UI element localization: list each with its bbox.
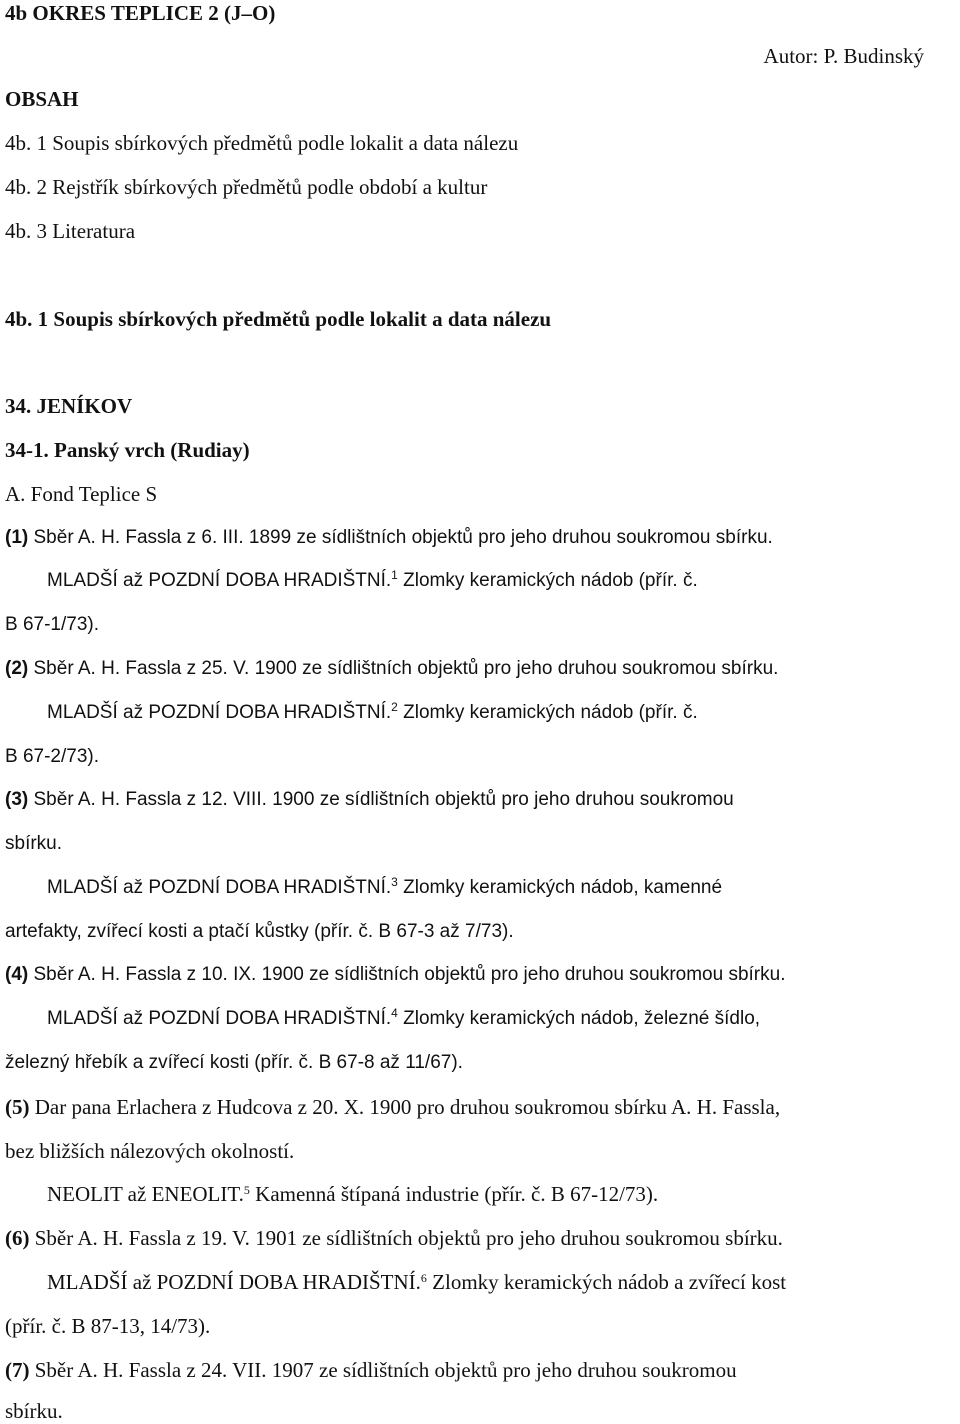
entry-5-period-line xyxy=(47,1181,658,1207)
footnote-ref: 4 xyxy=(391,1006,398,1020)
toc-item-3: 4b. 3 Literatura xyxy=(5,219,136,243)
entry-text: Sběr A. H. Fassla z 25. V. 1900 ze sídlištních objektů pro jeho druhou soukromou sbírku. xyxy=(28,658,779,679)
entry-description: Zlomky keramických nádob, kamenné xyxy=(397,877,723,898)
entry-2-header xyxy=(5,656,778,682)
entry-4-period-line xyxy=(47,1006,760,1032)
entry-description: Zlomky keramických nádob, železné šídlo, xyxy=(397,1008,761,1029)
entry-6-continuation: (přír. č. B 87-13, 14/73). xyxy=(5,1314,211,1338)
period-label: MLADŠÍ až POZDNÍ DOBA HRADIŠTNÍ. xyxy=(47,702,392,723)
entry-3-continuation: artefakty, zvířecí kosti a ptačí kůstky (přír. č. B 67-3 až 7/73). xyxy=(5,921,514,942)
author-line: Autor: P. Budinský xyxy=(763,44,924,68)
entry-number: (6) xyxy=(5,1226,30,1250)
footnote-ref: 3 xyxy=(391,875,398,889)
footnote-ref: 5 xyxy=(243,1183,250,1197)
entry-5-header xyxy=(5,1094,780,1120)
entry-3-period-line xyxy=(47,875,722,901)
entry-2-period-line xyxy=(47,700,698,726)
entry-3-header xyxy=(5,787,734,813)
footnote-ref: 6 xyxy=(420,1271,427,1285)
entry-text: Sběr A. H. Fassla z 6. III. 1899 ze sídlištních objektů pro jeho druhou soukromou sbírku. xyxy=(28,527,773,548)
entry-3-header-cont: sbírku. xyxy=(5,833,63,854)
entry-number: (2) xyxy=(5,658,29,679)
entry-number: (1) xyxy=(5,527,29,548)
entry-6-header xyxy=(5,1225,783,1251)
entry-1-continuation: B 67-1/73). xyxy=(5,614,99,635)
period-label: NEOLIT až ENEOLIT. xyxy=(47,1182,244,1206)
section-heading: 4b. 1 Soupis sbírkových předmětů podle lokalit a data nálezu xyxy=(5,307,552,331)
period-label: MLADŠÍ až POZDNÍ DOBA HRADIŠTNÍ. xyxy=(47,877,392,898)
entry-number: (5) xyxy=(5,1095,30,1119)
entry-description: Zlomky keramických nádob (přír. č. xyxy=(397,570,698,591)
entry-7-header-cont: sbírku. xyxy=(5,1399,63,1423)
entry-6-period-line xyxy=(47,1269,786,1295)
site-heading: 34-1. Panský vrch (Rudiay) xyxy=(5,438,250,462)
fond-heading: A. Fond Teplice S xyxy=(5,482,158,506)
entry-4-continuation: železný hřebík a zvířecí kosti (přír. č. B 67-8 až 11/67). xyxy=(5,1052,463,1073)
entry-5-header-cont: bez bližších nálezových okolností. xyxy=(5,1139,295,1163)
period-label: MLADŠÍ až POZDNÍ DOBA HRADIŠTNÍ. xyxy=(47,1008,392,1029)
entry-number: (4) xyxy=(5,964,29,985)
entry-text: Sběr A. H. Fassla z 19. V. 1901 ze sídlištních objektů pro jeho druhou soukromou sbírku. xyxy=(29,1226,783,1250)
entry-1-period-line xyxy=(47,568,698,594)
locality-heading: 34. JENÍKOV xyxy=(5,394,133,418)
toc-item-1: 4b. 1 Soupis sbírkových předmětů podle lokalit a data nálezu xyxy=(5,131,519,155)
entry-1-header xyxy=(5,525,773,551)
entry-2-continuation: B 67-2/73). xyxy=(5,746,99,767)
entry-description: Kamenná štípaná industrie (přír. č. B 67-12/73). xyxy=(249,1182,659,1206)
footnote-ref: 1 xyxy=(391,568,398,582)
entry-text: Dar pana Erlachera z Hudcova z 20. X. 1900 pro druhou soukromou sbírku A. H. Fassla, xyxy=(29,1095,781,1119)
period-label: MLADŠÍ až POZDNÍ DOBA HRADIŠTNÍ. xyxy=(47,570,392,591)
footnote-ref: 2 xyxy=(391,700,398,714)
entry-7-header xyxy=(5,1357,737,1383)
entry-text: Sběr A. H. Fassla z 10. IX. 1900 ze sídlištních objektů pro jeho druhou soukromou sbírku. xyxy=(28,964,786,985)
entry-number: (7) xyxy=(5,1358,30,1382)
toc-heading: OBSAH xyxy=(5,87,79,111)
toc-item-2: 4b. 2 Rejstřík sbírkových předmětů podle období a kultur xyxy=(5,175,488,199)
entry-number: (3) xyxy=(5,789,29,810)
entry-description: Zlomky keramických nádob (přír. č. xyxy=(397,702,698,723)
entry-text: Sběr A. H. Fassla z 12. VIII. 1900 ze sídlištních objektů pro jeho druhou soukromou xyxy=(28,789,734,810)
entry-4-header xyxy=(5,962,785,988)
document-title: 4b OKRES TEPLICE 2 (J–O) xyxy=(5,1,276,25)
period-label: MLADŠÍ až POZDNÍ DOBA HRADIŠTNÍ. xyxy=(47,1270,421,1294)
entry-description: Zlomky keramických nádob a zvířecí kost xyxy=(426,1270,787,1294)
entry-text: Sběr A. H. Fassla z 24. VII. 1907 ze sídlištních objektů pro jeho druhou soukromou xyxy=(29,1358,737,1382)
